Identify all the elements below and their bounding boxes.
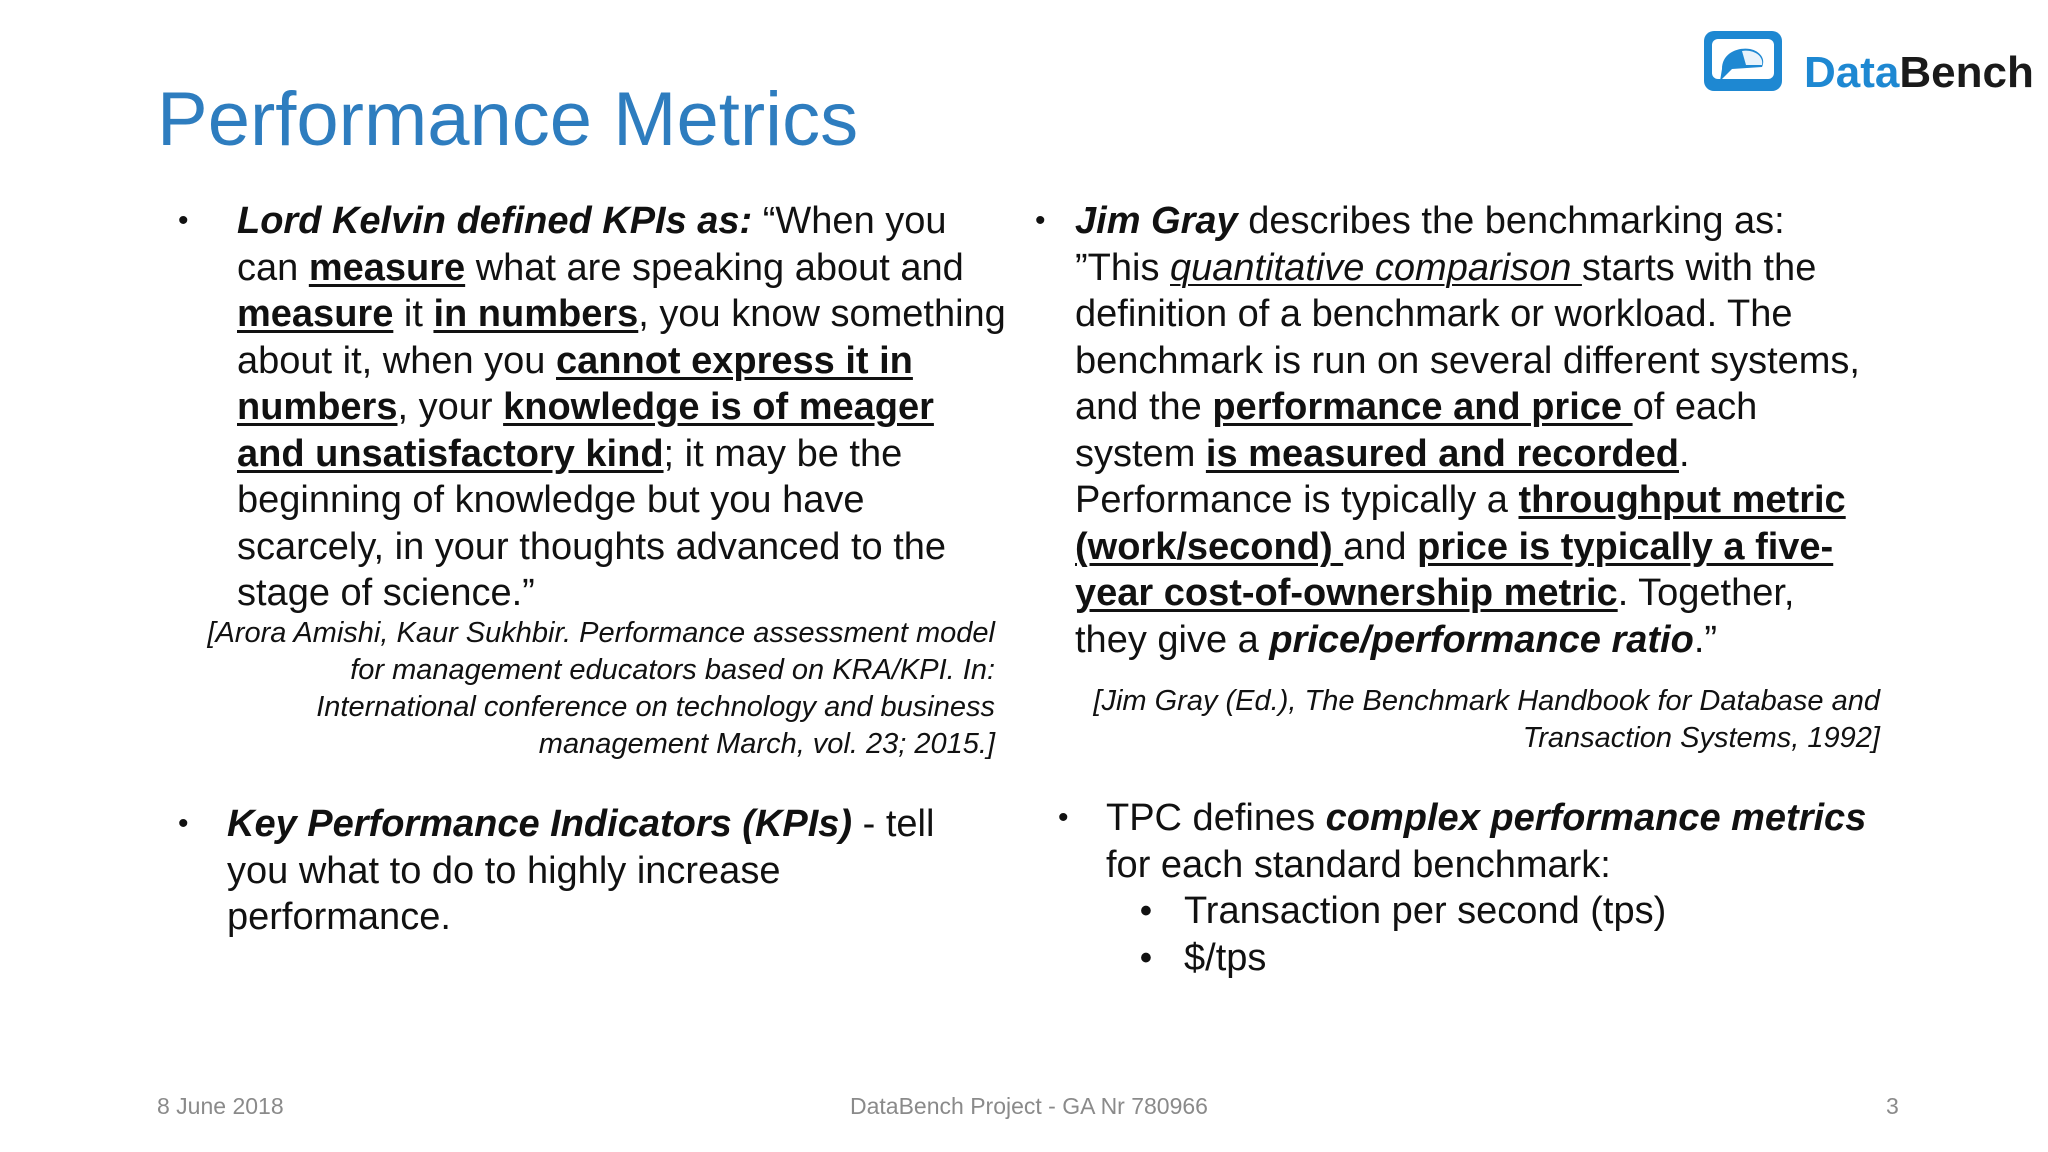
tpc-emph: complex performance metrics [1325,797,1867,839]
sub-bullet: • [1140,938,1152,977]
kelvin-emph-in-numbers: in numbers [433,293,639,335]
footer-page-number: 3 [1886,1093,1899,1119]
gray-text: .” [1693,618,1718,661]
gray-quote [1075,198,1875,663]
list-item [1140,935,1840,982]
gray-text: of each system [1075,386,1758,475]
tpc-sub-list [1140,888,1840,981]
tpc-suffix: for each standard benchmark: [1106,843,1611,886]
kelvin-text: what are speaking about and [465,246,964,289]
kpi-lead: Key Performance Indicators (KPIs) [227,803,853,845]
sub-item-text: $/tps [1184,936,1267,979]
kelvin-bullet: • [178,204,189,237]
logo-text-data: Data [1804,48,1900,97]
gray-text: . Together, they give a [1075,572,1795,661]
gray-citation: [Jim Gray (Ed.), The Benchmark Handbook for Database and Transaction Systems, 1992] [1093,685,1880,754]
databench-logo [1702,24,2034,98]
sub-item-text: Transaction per second (tps) [1184,890,1667,932]
list-item [1140,888,1840,935]
gray-text: describes the benchmarking as: ”This [1075,200,1785,289]
logo-text-bench: Bench [1899,48,2034,97]
kelvin-text: , your [397,386,504,428]
gray-emph-performance-price: performance and price [1212,386,1633,428]
gray-emph-measured: is measured and recorded [1205,432,1679,475]
kelvin-emph-cannot: cannot express it in numbers [237,339,913,428]
footer-project: DataBench Project - GA Nr 780966 [850,1093,1208,1119]
tpc-statement [1106,795,1886,888]
kelvin-lead: Lord Kelvin defined KPIs as: [237,200,753,242]
gray-emph-price-five-year: price is typically a five-year cost-of-ownership metric [1075,525,1834,614]
kelvin-quote [237,198,1007,617]
kelvin-text: it [393,293,434,335]
gray-text: and [1343,525,1418,568]
kelvin-emph-measure-1: measure [308,246,466,289]
gray-emph-ratio: price/performance ratio [1269,618,1694,661]
footer-date: 8 June 2018 [157,1093,284,1119]
logo-wordmark [1804,48,2034,98]
gray-text: . Performance is typically a [1075,432,1690,521]
kelvin-citation: [Arora Amishi, Kaur Sukhbir. Performance assessment model for management educators based on KRA/KPI. In: International conference on technology and business management March, vol. 23; 2015.] [207,617,995,760]
slide-title: Performance Metrics [157,77,859,162]
kelvin-text: , you know something about it, when you [237,293,1006,382]
chat-bubble-icon [1702,29,1784,93]
kelvin-emph-knowledge: knowledge is of meager and unsatisfactory kind [237,386,934,475]
kelvin-emph-measure-2: measure [237,293,394,335]
kpi-bullet: • [178,807,189,840]
gray-emph-quantitative: quantitative comparison [1170,246,1582,289]
gray-emph-throughput: throughput metric (work/second) [1075,479,1846,568]
gray-text: starts with the definition of a benchmark or workload. The benchmark is run on several different systems, and the [1075,246,1860,428]
gray-lead: Jim Gray [1075,200,1238,242]
tpc-prefix: TPC defines [1106,797,1326,839]
gray-bullet: • [1035,204,1046,237]
kpi-statement [227,801,977,941]
kelvin-text: “When you can [237,200,947,289]
kpi-text: - tell you what to do to highly increase performance. [227,803,935,938]
sub-bullet: • [1140,892,1152,930]
tpc-bullet: • [1058,801,1069,834]
kelvin-text: ; it may be the beginning of knowledge but you have scarcely, in your thoughts advanced to the stage of science.” [237,432,947,614]
